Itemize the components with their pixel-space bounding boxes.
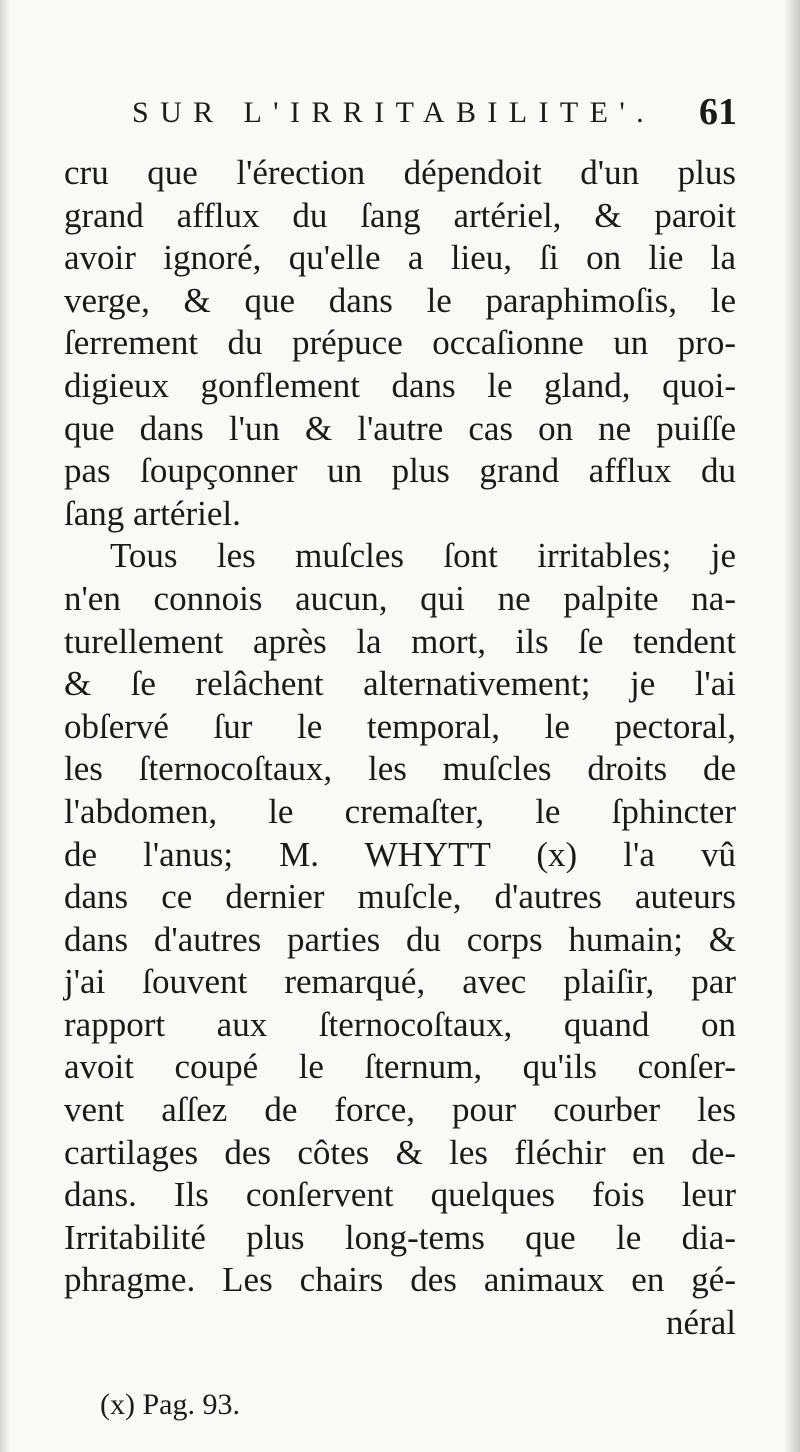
text-line: l'abdomen, le cremaſter, le ſphincter (64, 791, 736, 831)
text-line: turellement après la mort, ils ſe tendent (64, 621, 736, 661)
text-line: pas ſoupçonner un plus grand afflux du (64, 451, 736, 491)
footnote: (x) Pag. 93. (100, 1388, 240, 1421)
text-line: j'ai ſouvent remarqué, avec plaiſir, par (64, 962, 736, 1002)
text-line: phragme. Les chairs des animaux en gé- (64, 1260, 736, 1300)
text-line: digieux gonflement dans le gland, quoi- (64, 365, 736, 405)
text-line: ſang artériel. (64, 493, 241, 533)
text-line: Irritabilité plus long-tems que le dia- (64, 1217, 736, 1257)
page-number: 61 (699, 91, 737, 133)
paragraph-first-line: Tous les muſcles ſont irritables; je (110, 536, 736, 576)
text-line: les ſternocoſtaux, les muſcles droits de (64, 749, 736, 789)
running-title: SUR L'IRRITABILITE'. (132, 96, 656, 129)
text-line: & ſe relâchent alternativement; je l'ai (64, 664, 736, 704)
catchword: néral (666, 1303, 736, 1343)
text-line: verge, & que dans le paraphimoſis, le (64, 280, 736, 320)
text-line: n'en connois aucun, qui ne palpite na- (64, 578, 736, 618)
text-line: obſervé ſur le temporal, le pectoral, (64, 706, 736, 746)
text-line: cartilages des côtes & les fléchir en de- (64, 1132, 736, 1172)
running-head (132, 91, 737, 140)
text-line: ſerrement du prépuce occaſionne un pro- (64, 323, 736, 363)
text-line: grand afflux du ſang artériel, & paroit (64, 195, 736, 235)
text-line: dans. Ils conſervent quelques fois leur (64, 1175, 736, 1215)
body-text (64, 152, 736, 1345)
text-line: de l'anus; M. WHYTT (x) l'a vû (64, 834, 736, 874)
text-line: dans ce dernier muſcle, d'autres auteurs (64, 877, 736, 917)
text-line: cru que l'érection dépendoit d'un plus (64, 153, 736, 192)
text-line: que dans l'un & l'autre cas on ne puiſſe (64, 408, 736, 448)
text-line: dans d'autres parties du corps humain; & (64, 919, 736, 959)
page-edge-right (784, 0, 800, 1452)
text-line: avoir ignoré, qu'elle a lieu, ſi on lie la (64, 238, 736, 278)
text-line: vent aſſez de force, pour courber les (64, 1090, 736, 1130)
page-edge-left (0, 0, 10, 1452)
text-line: rapport aux ſternocoſtaux, quand on (64, 1004, 736, 1044)
text-line: avoit coupé le ſternum, qu'ils conſer- (64, 1047, 736, 1087)
